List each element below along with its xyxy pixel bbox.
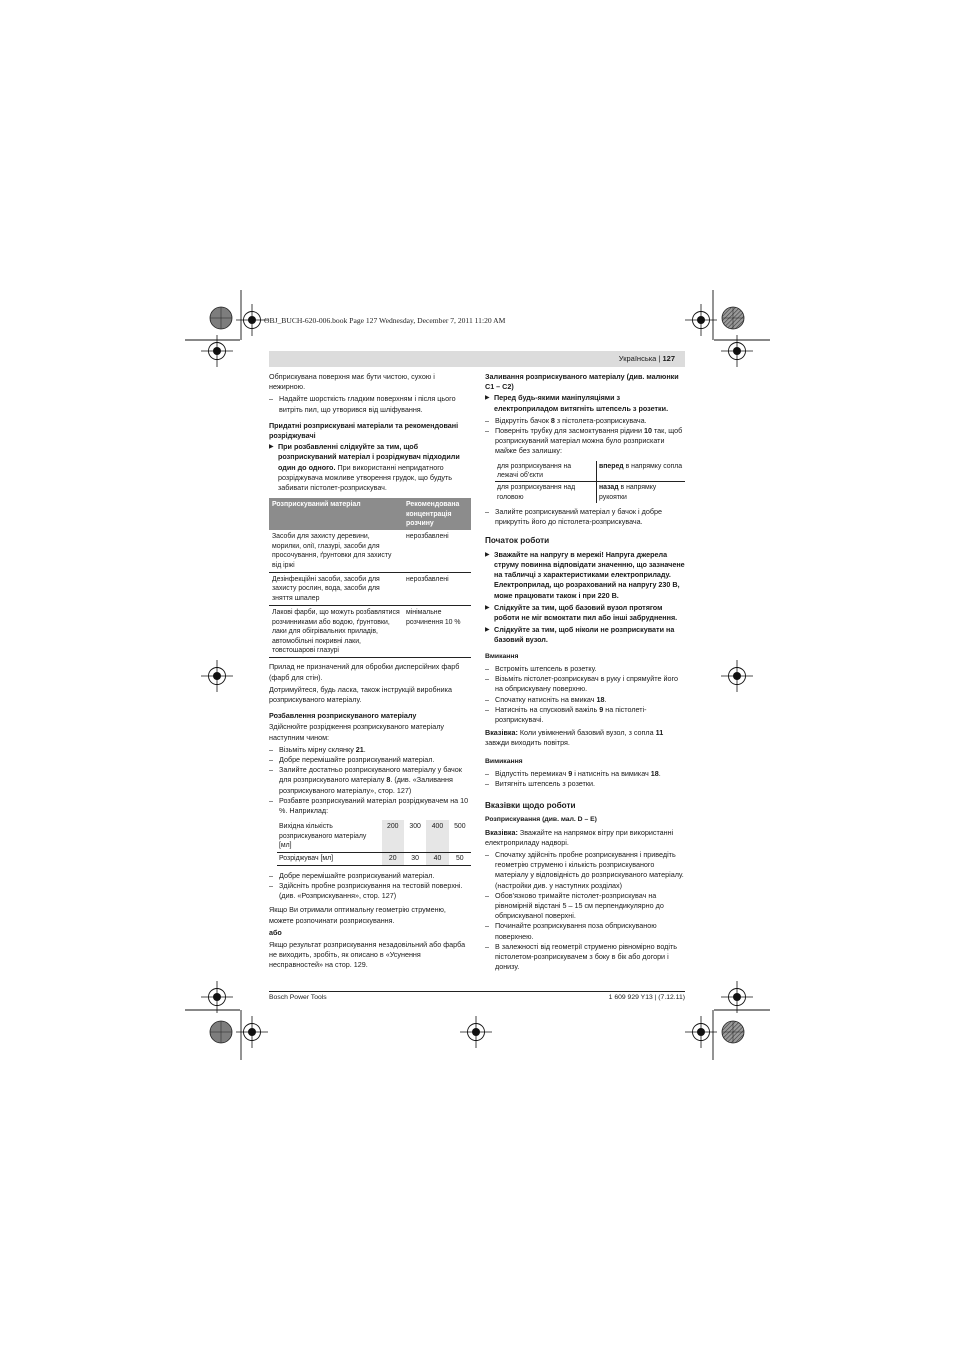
follow-instructions-paragraph: Дотримуйтеся, будь ласка, також інструкцій виробника розприскуваного матеріалу. [269,684,452,704]
right-column [485,372,685,972]
direction-row [495,482,685,503]
start-warning: ▶ Слідкуйте за тим, щоб ніколи не розприскувати на базовий вузол. [485,625,685,645]
source-amount-value: 300 [404,820,426,853]
concentration-cell: мінімальне розчинення 10 % [403,606,471,658]
on-step: – Візьміть пістолет-розприскувач в руку і спрямуйте його на обприскувану поверхню. [485,674,685,694]
thinner-label: Розріджувач [мл] [277,853,382,865]
footer-brand: Bosch Power Tools [269,994,327,1001]
note-text: завжди виходить повітря. [485,738,570,748]
dilution-step [269,796,471,816]
step-text: . [658,768,661,778]
step-text: Спочатку натисніть на вмикач [495,694,597,704]
dilution-warning [269,442,471,493]
step-text: на пістолеті-розприскувачі. [495,704,647,724]
after-step: – Добре перемішайте розприскуваний матеріал. [269,871,471,881]
fill-heading: Заливання розприскуваного матеріалу (див. малюнки C1 – C2) [485,372,679,392]
thinner-value: 50 [449,853,471,865]
step-ref-number: 8 [386,775,391,785]
step-ref-number: 9 [599,704,604,714]
note-on [485,728,685,748]
off-step [485,769,685,779]
dilution-heading: Розбавлення розприскуваного матеріалу [269,711,417,721]
dilution-intro: Здійснюйте розрідження розприскуваного матеріалу наступним чином: [269,722,445,742]
intro-paragraph: Обприскувана поверхня має бути чистою, сухою і нежирною. [269,372,435,392]
off-heading: Вимикання [485,757,523,765]
source-amount-value: 200 [382,820,404,853]
on-step [485,695,685,705]
materials-table-header [269,498,471,530]
dilution-step [269,745,471,755]
tip-item: – В залежності від геометрії струменю рівномірно водіть пістолетом-розприскувачем з боку в бік або догори і донизу. [485,942,685,973]
materials-col-header: Розприскуваний матеріал [269,498,403,530]
unsatisfactory-paragraph: Якщо результат розприскування незадовільний або фарба не виходить, зробіть, як описано в «Усунення несправностей» на стор. 129. [269,940,466,970]
dilution-table-row [277,853,471,865]
step-ref-number: 9 [568,768,573,778]
start-heading: Початок роботи [485,535,550,545]
fill-step [485,416,685,426]
fill-step [485,426,685,457]
start-warning: ▶ Зважайте на напругу в мережі! Напруга джерела струму повинна відповідати значенню, що зазначене на табличці з характеристиками електроприладу. Електроприлад, що розрахований на напругу 230 В, може працювати також і при 220 В. [485,550,685,601]
spray-heading: Розприскування (див. мал. D – E) [485,816,597,824]
step-ref-number: 18 [650,768,659,778]
dilution-table-row [277,820,471,853]
warning-rest-text: При використанні непридатного розріджувача можливе утворення грудок, що будуть забивати пістолет-розприскувач. [278,462,453,493]
tip-item: – Починайте розприскування поза обприскуваною поверхнею. [485,921,685,941]
off-step: – Витягніть штепсель з розетки. [485,779,685,789]
direction-value [597,482,686,503]
note-ref-number: 11 [655,728,664,738]
material-cell: Лакові фарби, що можуть розбавлятися розчинниками або водою, ґрунтовки, лаки для обігрівальних приладів, автомобільні покривні лаки, товстошарові глазурі [269,606,403,658]
intro-list-item: – Надайте шорсткість гладким поверхням і після цього витріть пил, що утворився від шліфування. [269,394,471,414]
source-amount-label: Вихідна кількість розприскуваного матеріалу [мл] [277,820,382,853]
on-step: – Встроміть штепсель в розетку. [485,664,685,674]
footer-code: 1 609 929 Y13 | (7.12.11) [608,994,685,1001]
concentration-cell: нерозбавлені [403,573,471,606]
direction-use-label: для розприскування над головою [495,482,597,503]
step-text: і натисніть на вимикач [572,768,651,778]
materials-table-row [269,606,471,658]
step-text: Відпустіть перемикач [495,768,569,778]
material-cell: Дезінфекційні засоби, засоби для захисту рослин, вода, засоби для зняття шпалер [269,573,403,606]
step-text: так, щоб розприскуваний матеріал можна було розприскати майже без залишку: [495,426,683,456]
thinner-value: 40 [426,853,448,865]
step-text: . [604,694,607,704]
print-slug: OBJ_BUCH-620-006.book Page 127 Wednesday, December 7, 2011 11:20 AM [264,316,506,325]
direction-rest: в напрямку рукоятки [599,484,657,501]
step-ref-number: 8 [550,415,555,425]
step-text: . (див. «Заливання розприскуваного матеріалу», стор. 127) [279,775,453,795]
step-text: Поверніть трубку для засмоктування рідини [495,426,644,436]
thinner-value: 20 [382,853,404,865]
dilution-table [277,820,471,866]
step-ref-number: 21 [355,744,364,754]
step-text: Натисніть на спусковий важіль [495,704,600,714]
concentration-col-header: Рекомендована концентрація розчину [403,498,471,530]
dispersion-paragraph: Прилад не призначений для обробки дисперсійних фарб (фарб для стін). [269,662,460,682]
direction-rest: в напрямку сопла [623,462,683,470]
geometry-paragraph: Якщо Ви отримали оптимальну геометрію струменю, можете розпочинати розприскування. [269,905,446,925]
step-text: . [363,744,366,754]
on-heading: Вмикання [485,652,519,660]
note-label: Вказівка: [485,827,518,837]
dilution-step [269,755,471,765]
note-spray [485,828,685,848]
materials-table-row [269,530,471,572]
fill-warning: ▶ Перед будь-якими маніпуляціями з електроприладом витягніть штепсель з розетки. [485,393,685,413]
step-ref-number: 10 [643,426,652,436]
tip-item: – Спочатку здійсніть пробне розприскування і приведіть геометрію струменю і кількість розприскуваного матеріалу у відповідність до розприскуваного матеріалу. (настройки див. у наступних розділах) [485,850,685,891]
page-number: 127 [662,354,675,363]
direction-row [495,461,685,482]
footer-rule [269,991,685,992]
left-column [269,372,471,973]
step-text: Залийте достатньо розприскуваного матеріалу у бачок для розприскуваного матеріалу [279,765,462,785]
tips-heading: Вказівки щодо роботи [485,801,576,811]
header-language: Українська [618,354,657,363]
step-ref-number: 18 [596,694,605,704]
step-text: з пістолета-розприскувача. [554,415,647,425]
materials-table [269,498,471,658]
step-text: Добре перемішайте розприскуваний матеріал. [279,754,435,764]
page-header-bar [269,351,685,367]
step-text: Розбавте розприскуваний матеріал розріджувачем на 10 %. Наприклад: [279,795,469,815]
or-label: або [269,927,282,937]
note-label: Вказівка: [485,728,518,738]
materials-table-row [269,573,471,606]
direction-use-label: для розприскування на лежачі об’єкти [495,461,597,482]
source-amount-value: 500 [449,820,471,853]
direction-value [597,461,686,482]
tube-direction-table [495,461,685,504]
step-text: Відкрутіть бачок [495,415,551,425]
warning-bold-text: При розбавленні слідкуйте за тим, щоб розприскуваний матеріал і розріджувач підходили один до одного. [278,442,460,472]
after-step: – Здійсніть пробне розприскування на тестовій поверхні. (див. «Розприскування», стор. 127) [269,881,471,901]
direction-bold: назад [599,484,619,492]
start-warning: ▶ Слідкуйте за тим, щоб базовий вузол протягом роботи не міг всмоктати пил або інші забруднення. [485,603,685,623]
fill-step: – Залийте розприскуваний матеріал у бачок і добре прикрутіть його до пістолета-розприскувача. [485,507,685,527]
thinner-value: 30 [404,853,426,865]
source-amount-value: 400 [426,820,448,853]
dilution-step [269,765,471,796]
note-text: Зважайте на напрямок вітру при використанні електроприладу надворі. [485,827,674,847]
step-text: Візьміть мірну склянку [279,744,356,754]
direction-bold: вперед [599,462,624,470]
header-text: Українська | 127 [618,354,675,363]
materials-heading: Придатні розприскувані матеріали та рекомендовані розріджувачі [269,420,459,441]
concentration-cell: нерозбавлені [403,530,471,572]
tip-item: – Обов’язково тримайте пістолет-розприскувач на рівномірній відстані 5 – 15 см перпендикулярно до обприскуваної поверхні. [485,891,685,922]
material-cell: Засоби для захисту деревини, морилки, олії, глазурі, засоби для просочування, ґрунтовки для захисту від іржі [269,530,403,572]
on-step [485,705,685,725]
note-text: Коли увімкнений базовий вузол, з сопла [517,728,656,738]
